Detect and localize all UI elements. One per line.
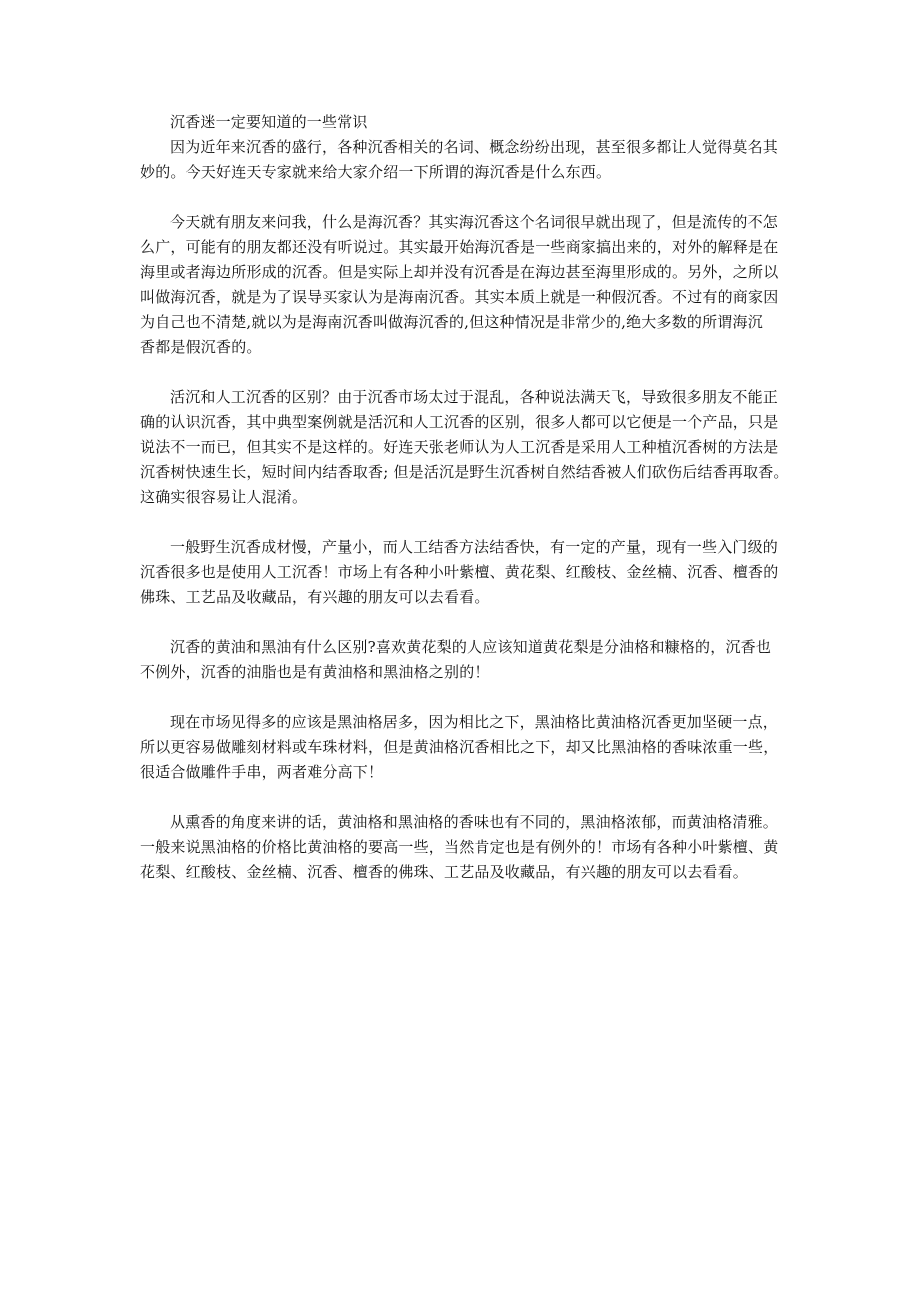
- document-page: [140, 110, 789, 885]
- paragraph-gap: [140, 610, 784, 635]
- paragraph-line: 沉香的黄油和黑油有什么区别?喜欢黄花梨的人应该知道黄花梨是分油格和糠格的，沉香也: [170, 638, 772, 656]
- paragraph-gap: [140, 510, 784, 535]
- paragraph-line: 一般来说黑油格的价格比黄油格的要高一些，当然肯定也是有例外的！市场有各种小叶紫檀、黄: [140, 838, 779, 856]
- paragraph-line: 沉香很多也是使用人工沉香！市场上有各种小叶紫檀、黄花梨、红酸枝、金丝楠、沉香、檀香的: [140, 563, 779, 581]
- paragraph-line: 从熏香的角度来讲的话，黄油格和黑油格的香味也有不同的，黑油格浓郁，而黄油格清雅。: [170, 813, 779, 831]
- paragraph-line: 花梨、红酸枝、金丝楠、沉香、檀香的佛珠、工艺品及收藏品，有兴趣的朋友可以去看看。: [140, 863, 749, 881]
- paragraph-gap: [140, 685, 784, 710]
- paragraph-line: 妙的。今天好连天专家就来给大家介绍一下所谓的海沉香是什么东西。: [140, 163, 612, 181]
- paragraph-line: 这确实很容易让人混淆。: [140, 488, 308, 506]
- paragraph-6: [140, 710, 784, 785]
- paragraph-line: 说法不一而已，但其实不是这样的。好连天张老师认为人工沉香是采用人工种植沉香树的方法是: [140, 438, 779, 456]
- document-title: 沉香迷一定要知道的一些常识: [170, 113, 368, 131]
- paragraph-line: 活沉和人工沉香的区别？由于沉香市场太过于混乱，各种说法满天飞，导致很多朋友不能正: [170, 388, 779, 406]
- paragraph-line: 不例外，沉香的油脂也是有黄油格和黑油格之别的！: [140, 663, 490, 681]
- paragraph-4: [140, 535, 784, 610]
- paragraph-line: 为自己也不清楚,就以为是海南沉香叫做海沉香的,但这种情况是非常少的,绝大多数的所谓海沉: [140, 313, 763, 331]
- paragraph-line: 叫做海沉香，就是为了误导买家认为是海南沉香。其实本质上就是一种假沉香。不过有的商家因: [140, 288, 779, 306]
- paragraph-line: 沉香树快速生长，短时间内结香取香; 但是活沉是野生沉香树自然结香被人们砍伤后结香再取香。: [140, 463, 789, 481]
- paragraph-gap: [140, 360, 784, 385]
- paragraph-1: [140, 135, 784, 185]
- paragraph-line: 现在市场见得多的应该是黑油格居多，因为相比之下，黑油格比黄油格沉香更加坚硬一点，: [170, 713, 779, 731]
- paragraph-line: 香都是假沉香的。: [140, 338, 262, 356]
- paragraph-line: 很适合做雕件手串，两者难分高下！: [140, 763, 384, 781]
- paragraph-line: 今天就有朋友来问我，什么是海沉香？其实海沉香这个名词很早就出现了，但是流传的不怎: [170, 213, 779, 231]
- paragraph-line: 佛珠、工艺品及收藏品，有兴趣的朋友可以去看看。: [140, 588, 490, 606]
- paragraph-line: 海里或者海边所形成的沉香。但是实际上却并没有沉香是在海边甚至海里形成的。另外，之所以: [140, 263, 779, 281]
- paragraph-line: 所以更容易做雕刻材料或车珠材料，但是黄油格沉香相比之下，却又比黑油格的香味浓重一些，: [140, 738, 779, 756]
- paragraph-3: [140, 385, 789, 510]
- paragraph-line: 一般野生沉香成材慢，产量小，而人工结香方法结香快，有一定的产量，现有一些入门级的: [170, 538, 779, 556]
- paragraph-line: 因为近年来沉香的盛行，各种沉香相关的名词、概念纷纷出现，甚至很多都让人觉得莫名其: [170, 138, 779, 156]
- paragraph-line: 确的认识沉香，其中典型案例就是活沉和人工沉香的区别，很多人都可以它便是一个产品，只是: [140, 413, 779, 431]
- paragraph-line: 么广，可能有的朋友都还没有听说过。其实最开始海沉香是一些商家搞出来的，对外的解释是在: [140, 238, 779, 256]
- paragraph-gap: [140, 185, 784, 210]
- paragraph-2: [140, 210, 784, 360]
- paragraph-gap: [140, 785, 784, 810]
- paragraph-7: [140, 810, 784, 885]
- paragraph-5: [140, 635, 784, 685]
